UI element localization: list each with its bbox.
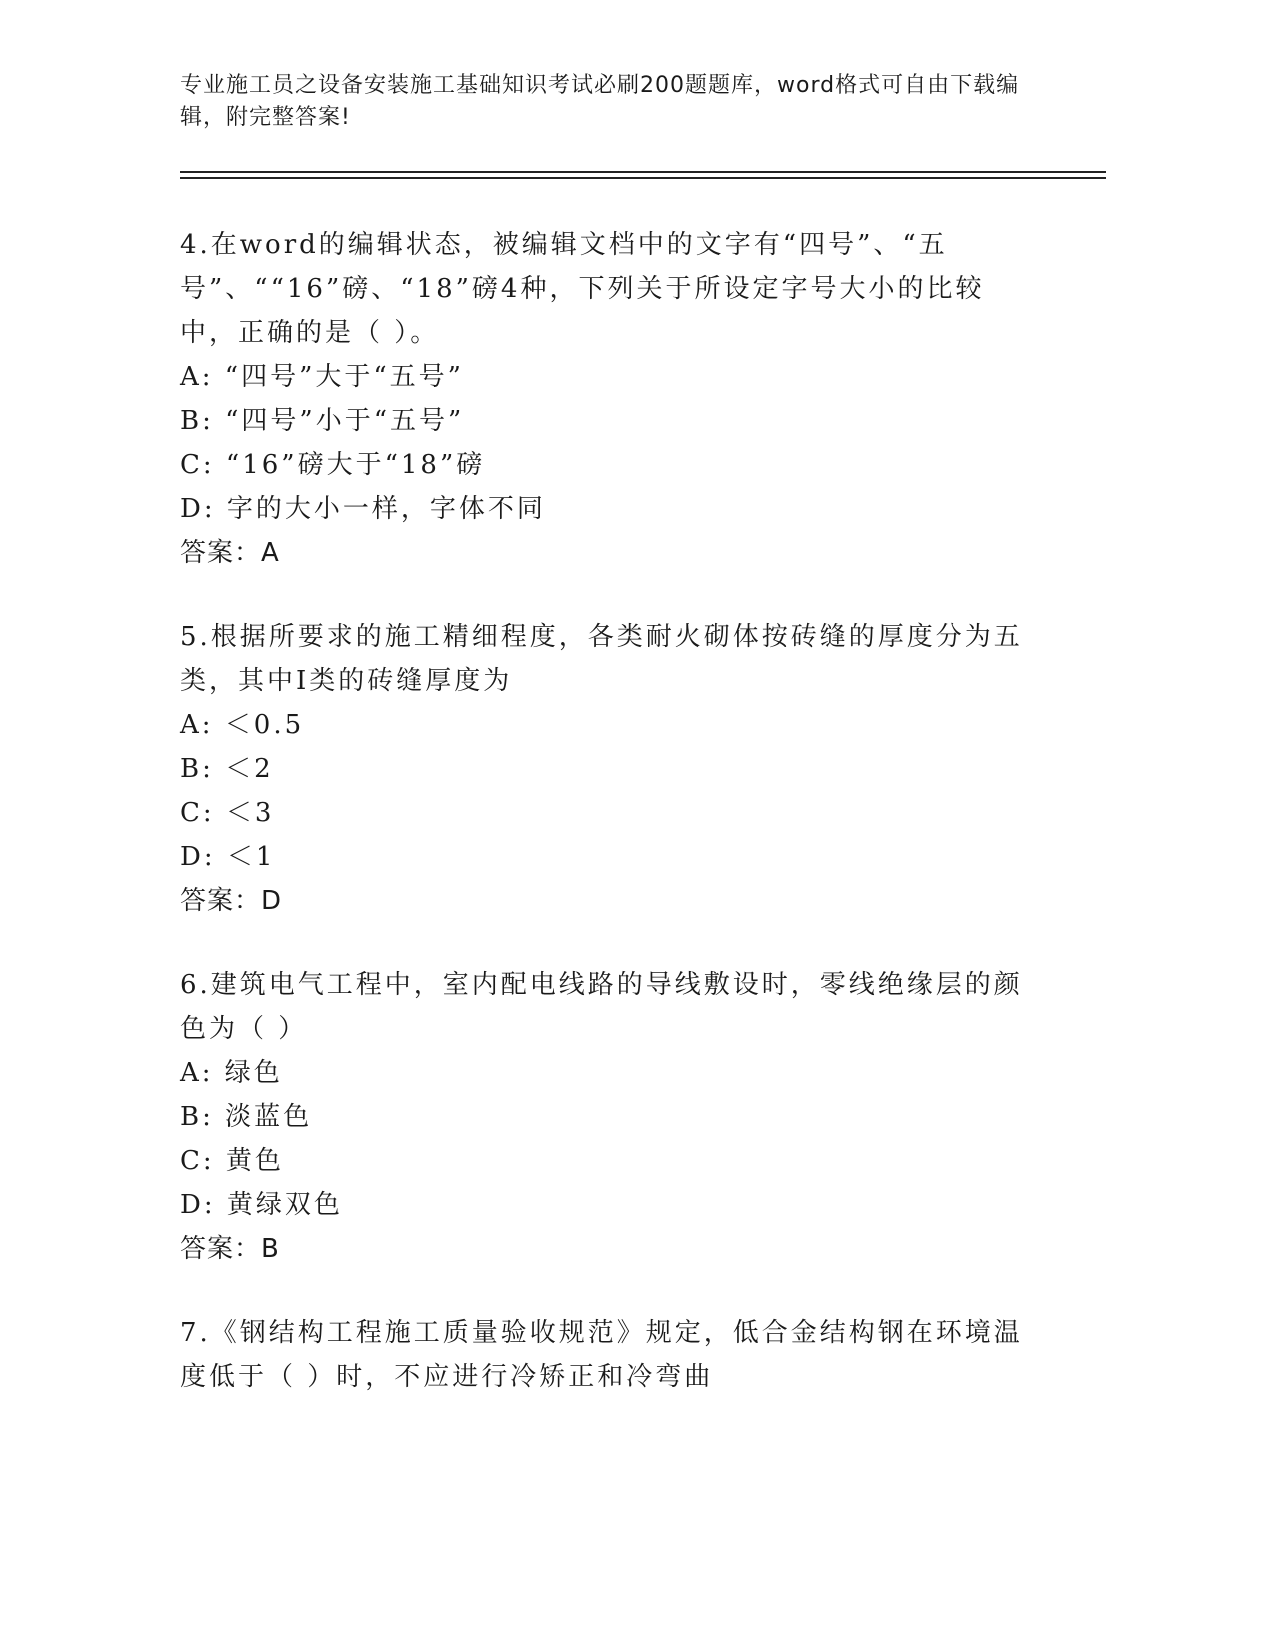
document-header: 专业施工员之设备安装施工基础知识考试必刷200题题库，word格式可自由下载编辑，附完整答案! [180, 73, 1020, 130]
header-divider-top [180, 171, 1106, 173]
question-6 [180, 963, 1030, 1271]
option-c: C: 黄色 [180, 1146, 284, 1176]
answer: 答案：A [180, 538, 280, 568]
option-d: D: ＜1 [180, 842, 276, 872]
option-b: B: 淡蓝色 [180, 1102, 313, 1132]
question-stem: 5.根据所要求的施工精细程度，各类耐火砌体按砖缝的厚度分为五类，其中I类的砖缝厚度为 [180, 622, 1023, 696]
option-a: A: “四号”大于“五号” [180, 362, 464, 392]
question-stem: 7.《钢结构工程施工质量验收规范》规定，低合金结构钢在环境温度低于（ ）时，不应进行冷矫正和冷弯曲 [180, 1318, 1023, 1392]
answer: 答案：B [180, 1234, 280, 1264]
question-list [180, 223, 1030, 1439]
question-stem: 4.在word的编辑状态，被编辑文档中的文字有“四号”、“五号”、““16”磅、“18”磅4种，下列关于所设定字号大小的比较中，正确的是（ ）。 [180, 230, 985, 348]
header-divider-bottom [180, 177, 1106, 179]
question-4 [180, 223, 1030, 575]
option-a: A: 绿色 [180, 1058, 283, 1088]
option-b: B: “四号”小于“五号” [180, 406, 465, 436]
option-b: B: ＜2 [180, 754, 274, 784]
option-c: C: ＜3 [180, 798, 275, 828]
option-c: C: “16”磅大于“18”磅 [180, 450, 486, 480]
question-5 [180, 615, 1030, 923]
option-d: D: 字的大小一样，字体不同 [180, 494, 546, 524]
answer: 答案：D [180, 886, 283, 916]
option-a: A: ＜0.5 [180, 710, 305, 740]
option-d: D: 黄绿双色 [180, 1190, 343, 1220]
question-7 [180, 1311, 1030, 1399]
question-stem: 6.建筑电气工程中，室内配电线路的导线敷设时，零线绝缘层的颜色为（ ） [180, 970, 1023, 1044]
